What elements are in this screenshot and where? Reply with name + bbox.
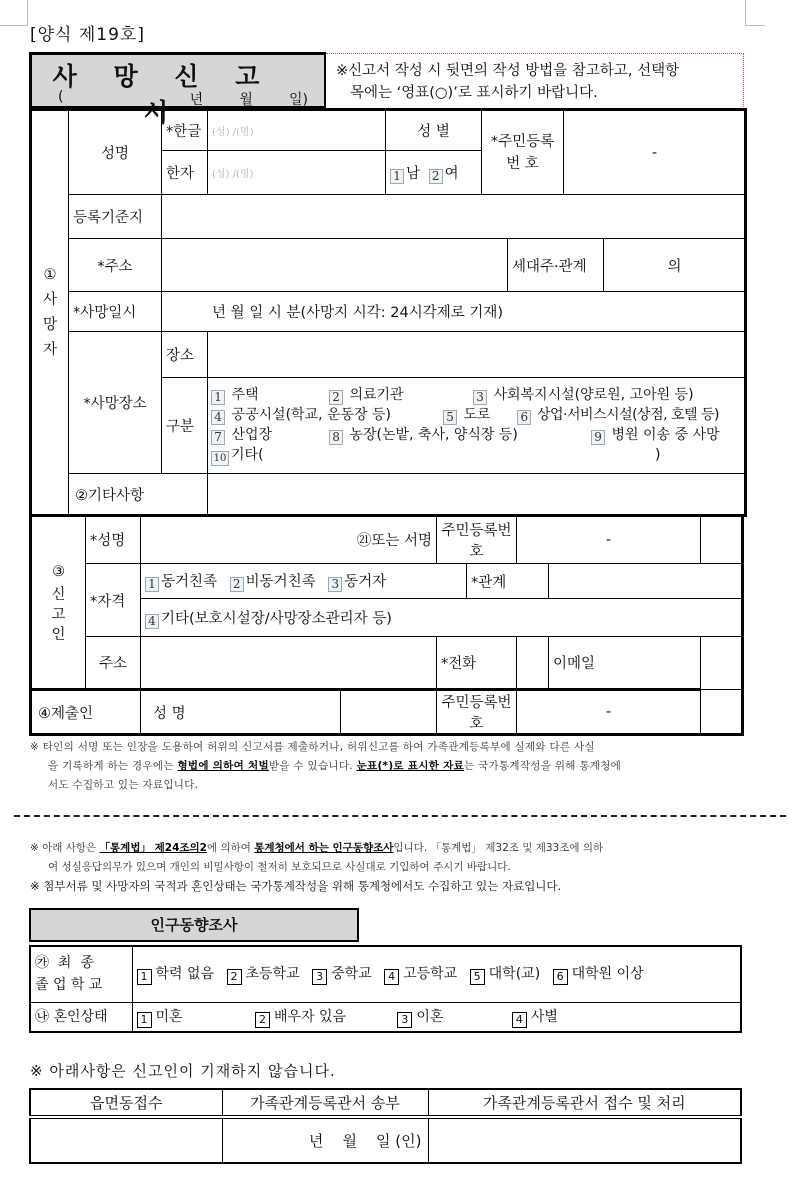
education-checkbox[interactable]: 6 bbox=[553, 969, 568, 985]
gender-options bbox=[386, 151, 482, 195]
section-num: ③ bbox=[52, 563, 65, 580]
section-char: 자 bbox=[42, 341, 57, 358]
place-type-label: 구분 bbox=[162, 378, 208, 474]
place-option-label: 주택 bbox=[231, 387, 259, 403]
stats-text: ※ 아래 사항은 bbox=[30, 842, 100, 854]
submitter-name-label bbox=[141, 690, 341, 735]
marital-checkbox[interactable]: 2 bbox=[255, 1012, 270, 1028]
reg-base-label: 등록기준지 bbox=[69, 195, 162, 239]
reporter-section-label bbox=[31, 516, 86, 690]
gender-male-label: 남 bbox=[406, 165, 421, 182]
place-option-label: 의료기관 bbox=[349, 387, 404, 403]
qualification-option-label: 동거자 bbox=[344, 574, 387, 590]
education-checkbox[interactable]: 4 bbox=[384, 969, 399, 985]
warning-notice bbox=[30, 738, 746, 795]
marital-option-label: 배우자 있음 bbox=[273, 1008, 347, 1025]
office-header-process: 가족관계등록관서 접수 및 처리 bbox=[428, 1089, 741, 1117]
warning-emphasis: 형법에 의하여 처벌 bbox=[177, 760, 269, 772]
place-option-label: 농장(논밭, 축사, 양식장 등) bbox=[349, 427, 518, 443]
stats-line-3: ※ 첨부서류 및 사망자의 국적과 혼인상태는 국가통계작성을 위해 통계청에서도 수집하고 있는 자료입니다. bbox=[30, 879, 562, 893]
place-checkbox[interactable]: 6 bbox=[517, 410, 531, 425]
household-label: 세대주·관계 bbox=[508, 239, 604, 292]
phone-field[interactable] bbox=[517, 637, 549, 690]
reporter-address-label: 주소 bbox=[86, 637, 141, 690]
email-field[interactable] bbox=[701, 637, 743, 690]
submitter-rrn-label: 주민등록번호 bbox=[437, 690, 517, 735]
reporter-rrn-field[interactable]: - bbox=[517, 516, 701, 564]
death-place-field[interactable] bbox=[208, 332, 746, 378]
place-option-label: 도로 bbox=[463, 407, 491, 423]
relation-field[interactable] bbox=[549, 564, 743, 599]
qualification-option-label: 비동거친족 bbox=[245, 574, 316, 590]
education-option-label: 학력 없음 bbox=[155, 966, 215, 983]
stats-line-1 bbox=[30, 839, 746, 858]
section-char: 인 bbox=[51, 626, 66, 643]
submitter-name-text: 성 명 bbox=[153, 705, 186, 722]
gender-female-label: 여 bbox=[444, 165, 459, 182]
marital-options bbox=[132, 1002, 741, 1032]
place-option-label: 병원 이송 중 사망 bbox=[611, 427, 720, 443]
population-survey-title: 인구동향조사 bbox=[29, 908, 359, 942]
warning-text: 을 기록하게 하는 경우에는 bbox=[48, 760, 178, 772]
marital-checkbox[interactable]: 3 bbox=[397, 1012, 412, 1028]
reporter-rrn-label: 주민등록번호 bbox=[437, 516, 517, 564]
marital-option-label: 미혼 bbox=[155, 1008, 183, 1025]
place-type-row bbox=[211, 425, 742, 445]
education-options bbox=[132, 946, 741, 1002]
page-corner-mark-right bbox=[745, 0, 765, 26]
education-checkbox[interactable]: 2 bbox=[227, 969, 242, 985]
education-checkbox[interactable]: 3 bbox=[312, 969, 327, 985]
reg-base-field[interactable] bbox=[162, 195, 746, 239]
population-survey-table bbox=[29, 945, 742, 1033]
qualification-checkbox[interactable]: 2 bbox=[230, 577, 244, 592]
rrn-label-1: *주민등록 bbox=[490, 133, 555, 150]
office-use-note: ※ 아래사항은 신고인이 기재하지 않습니다. bbox=[30, 1062, 336, 1080]
education-label-1: ㉮ 최 종 bbox=[35, 955, 94, 972]
email-label: 이메일 bbox=[549, 637, 701, 690]
place-option-label: 사회복지시설(양로원, 고아원 등) bbox=[493, 387, 694, 403]
qualification-checkbox[interactable]: 1 bbox=[145, 577, 159, 592]
statistics-notice bbox=[30, 839, 746, 896]
office-send-field[interactable]: 년 월 일 (인) bbox=[222, 1117, 428, 1163]
other-matters-label: ②기타사항 bbox=[69, 474, 208, 516]
qualification-option-label: 동거친족 bbox=[161, 574, 218, 590]
qualification-other-label: 기타(보호시설장/사망장소관리자 등) bbox=[161, 610, 392, 627]
death-datetime-field[interactable]: 년 월 일 시 분(사망지 시각: 24시각제로 기재) bbox=[162, 292, 746, 332]
education-label-2: 졸 업 학 교 bbox=[35, 977, 103, 994]
form-number: [양식 제19호] bbox=[30, 25, 145, 45]
place-type-row bbox=[211, 405, 742, 425]
warning-text: 받을 수 있습니다. bbox=[268, 760, 357, 772]
other-matters-field[interactable] bbox=[208, 474, 746, 516]
section-char: 신 bbox=[51, 586, 66, 603]
name-label: 성명 bbox=[69, 110, 162, 195]
gender-label: 성 별 bbox=[386, 110, 482, 151]
rrn-label-2: 번 호 bbox=[506, 155, 539, 172]
section-char: 망 bbox=[42, 316, 57, 333]
education-checkbox[interactable]: 1 bbox=[137, 969, 152, 985]
stats-text: 에 의하여 bbox=[206, 842, 255, 854]
warning-line-1: ※ 타인의 서명 또는 인장을 도용하여 허위의 신고서를 제출하거나, 허위신고를 하여 가족관계등록부에 실제와 다른 사실 bbox=[30, 741, 595, 753]
qualification-options bbox=[141, 564, 467, 599]
date-open: ( bbox=[58, 89, 64, 105]
education-option-label: 초등학교 bbox=[245, 966, 300, 983]
death-place-label: *사망장소 bbox=[69, 332, 162, 474]
death-datetime-label: *사망일시 bbox=[69, 292, 162, 332]
hangul-name-field[interactable] bbox=[208, 110, 386, 151]
section-char: 사 bbox=[42, 291, 57, 308]
office-use-table bbox=[29, 1088, 742, 1164]
reporter-table bbox=[29, 515, 744, 736]
qualification-checkbox-other[interactable]: 4 bbox=[145, 614, 159, 629]
office-process-field[interactable] bbox=[428, 1117, 741, 1163]
date-day[interactable]: 일) bbox=[289, 92, 308, 108]
reporter-name-label: *성명 bbox=[86, 516, 141, 564]
title-date bbox=[58, 89, 308, 109]
place-option-label: 상업·서비스시설(상점, 호텔 등) bbox=[536, 407, 719, 423]
place-other-close: ) bbox=[655, 447, 661, 463]
notice-line-1: ※신고서 작성 시 뒷면의 작성 방법을 참고하고, 선택항 bbox=[336, 63, 680, 79]
gender-checkbox-female[interactable]: 2 bbox=[429, 169, 443, 184]
notice-line-2: 목에는 ‘영표(○)’로 표시하기 바랍니다. bbox=[350, 85, 598, 101]
education-option-label: 대학(교) bbox=[488, 966, 541, 983]
place-type-row bbox=[211, 385, 742, 405]
stats-line-2: 여 성실응답의무가 있으며 개인의 비밀사항이 철저히 보호되므로 사실대로 기입하여 주시기 바랍니다. bbox=[48, 861, 511, 873]
cut-line-divider bbox=[14, 815, 786, 817]
education-option-label: 대학원 이상 bbox=[571, 966, 644, 983]
education-option-label: 고등학교 bbox=[403, 966, 458, 983]
education-option-label: 중학교 bbox=[331, 966, 372, 983]
qualification-other bbox=[141, 599, 743, 637]
hanja-name-field[interactable] bbox=[208, 151, 386, 195]
warning-emphasis: 눈표(*)로 표시한 자료 bbox=[356, 760, 465, 772]
submitter-name-field[interactable] bbox=[341, 690, 437, 735]
place-checkbox[interactable]: 10 bbox=[211, 451, 229, 466]
office-header-receipt: 읍면동접수 bbox=[30, 1089, 222, 1117]
place-checkbox[interactable]: 1 bbox=[211, 390, 225, 405]
household-relation-field[interactable]: 의 bbox=[604, 239, 746, 292]
place-checkbox[interactable]: 7 bbox=[211, 430, 225, 445]
office-header-send: 가족관계등록관서 송부 bbox=[222, 1089, 428, 1117]
name-placeholder: (성) /(명) bbox=[212, 126, 254, 138]
place-type-options bbox=[208, 378, 746, 474]
place-option-label: 산업장 bbox=[231, 427, 273, 443]
place-checkbox[interactable]: 2 bbox=[329, 390, 343, 405]
page-corner-mark bbox=[0, 0, 28, 26]
hangul-label: *한글 bbox=[162, 110, 208, 151]
warning-line-3: 서도 수집하고 있는 자료입니다. bbox=[48, 779, 199, 791]
place-checkbox[interactable]: 9 bbox=[591, 430, 605, 445]
place-checkbox[interactable]: 5 bbox=[443, 410, 457, 425]
place-option-label: 공공시설(학교, 운동장 등) bbox=[231, 407, 391, 423]
name-placeholder: (성) /(명) bbox=[212, 168, 254, 180]
section-char: 고 bbox=[51, 606, 66, 623]
relation-label: *관계 bbox=[467, 564, 549, 599]
education-checkbox[interactable]: 5 bbox=[470, 969, 485, 985]
marital-option-label: 이혼 bbox=[416, 1008, 444, 1025]
gender-checkbox-male[interactable]: 1 bbox=[390, 169, 404, 184]
place-option-label[interactable]: 기타( bbox=[231, 447, 264, 463]
hanja-label: 한자 bbox=[162, 151, 208, 195]
submitter-label: ④제출인 bbox=[31, 690, 141, 735]
deceased-rrn-field[interactable]: - bbox=[564, 110, 746, 195]
qualification-checkbox[interactable]: 3 bbox=[328, 577, 342, 592]
submitter-rrn-field[interactable]: - bbox=[517, 690, 701, 735]
death-report-table bbox=[29, 108, 747, 517]
instruction-notice bbox=[326, 53, 744, 109]
stats-text: 입니다. 「통계법」 제32조 및 제33조에 의하 bbox=[393, 842, 604, 854]
education-label bbox=[30, 946, 132, 1002]
marital-option-label: 사별 bbox=[530, 1008, 558, 1025]
stats-emphasis: 통계청에서 하는 인구동향조사 bbox=[254, 842, 394, 854]
qualification-label: *자격 bbox=[86, 564, 141, 637]
warning-line-2 bbox=[30, 757, 746, 776]
date-month[interactable]: 월 bbox=[239, 92, 253, 108]
deceased-section-label bbox=[31, 110, 69, 516]
office-receipt-field[interactable] bbox=[30, 1117, 222, 1163]
date-year[interactable]: 년 bbox=[189, 92, 204, 108]
seal-or-signature: ㉑또는 서명 bbox=[356, 533, 433, 549]
reporter-name-field[interactable] bbox=[141, 516, 437, 564]
address-field[interactable] bbox=[162, 239, 508, 292]
reporter-address-field[interactable] bbox=[141, 637, 437, 690]
form-title: 사 망 신 고 서 bbox=[52, 62, 274, 127]
place-checkbox[interactable]: 4 bbox=[211, 410, 225, 425]
stats-emphasis: 「통계법」 제24조의2 bbox=[99, 842, 207, 854]
marital-checkbox[interactable]: 1 bbox=[137, 1012, 152, 1028]
marital-checkbox[interactable]: 4 bbox=[512, 1012, 527, 1028]
section-num: ① bbox=[43, 266, 57, 283]
warning-text: 는 국가통계작성을 위해 통계청에 bbox=[464, 760, 622, 772]
place-type-row bbox=[211, 445, 742, 466]
place-sub-label: 장소 bbox=[162, 332, 208, 378]
rrn-label bbox=[482, 110, 564, 195]
address-label: *주소 bbox=[69, 239, 162, 292]
place-checkbox[interactable]: 3 bbox=[473, 390, 487, 405]
title-box bbox=[29, 52, 326, 127]
phone-label: *전화 bbox=[437, 637, 517, 690]
marital-label: ㉯ 혼인상태 bbox=[30, 1002, 132, 1032]
place-checkbox[interactable]: 8 bbox=[329, 430, 343, 445]
